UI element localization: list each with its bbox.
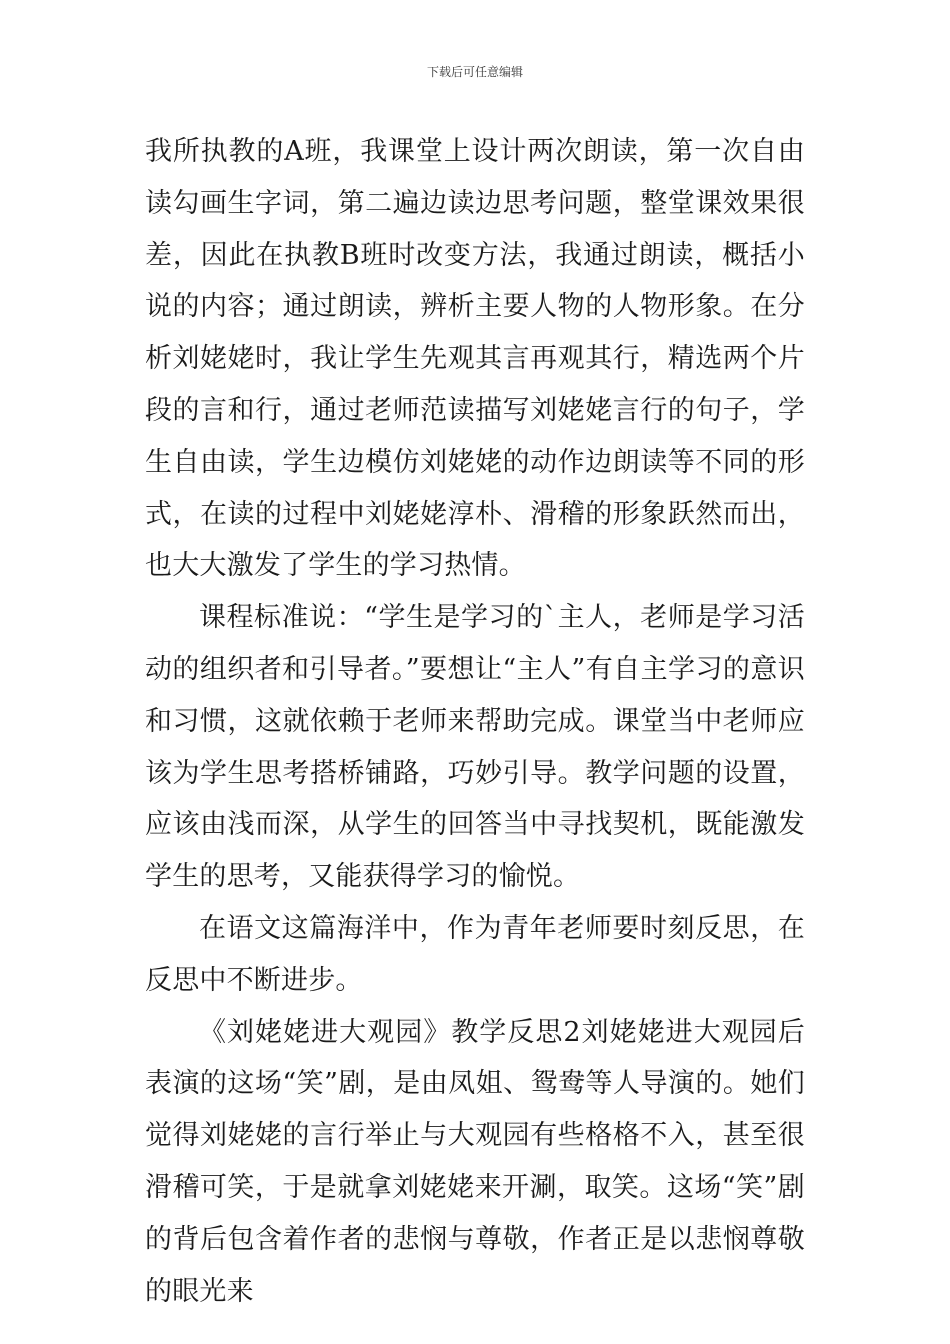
paragraph-curriculum-standard: 课程标准说：“学生是学习的`主人，老师是学习活动的组织者和引导者。”要想让“主人”有自主学习的意识和习惯，这就依赖于老师来帮助完成。课堂当中老师应该为学生思考搭桥铺路，巧妙引导。教学问题的设置，应该由浅而深，从学生的回答当中寻找契机，既能激发学生的思考，又能获得学习的愉悦。 [145, 602, 805, 893]
paragraph-reading-method: 我所执教的A班，我课堂上设计两次朗读，第一次自由读勾画生字词，第二遍边读边思考问题，整堂课效果很差，因此在执教B班时改变方法，我通过朗读，概括小说的内容；通过朗读，辨析主要人物的人物形象。在分析刘姥姥时，我让学生先观其言再观其行，精选两个片段的言和行，通过老师范读描写刘姥姥言行的句子，学生自由读，学生边模仿刘姥姥的动作边朗读等不同的形式，在读的过程中刘姥姥淳朴、滑稽的形象跃然而出，也大大激发了学生的学习热情。 [145, 136, 805, 582]
page-header: 下载后可任意编辑 [426, 65, 523, 79]
paragraph-reflection: 在语文这篇海洋中，作为青年老师要时刻反思，在反思中不断进步。 [145, 912, 805, 996]
paragraph-teaching-reflection-2: 《刘姥姥进大观园》教学反思2刘姥姥进大观园后表演的这场“笑”剧，是由凤姐、鸳鸯等人导演的。她们觉得刘姥姥的言行举止与大观园有些格格不入，甚至很滑稽可笑，于是就拿刘姥姥来开涮，取笑。这场“笑”剧的背后包含着作者的悲悯与尊敬，作者正是以悲悯尊敬的眼光来 [145, 1016, 805, 1307]
body-text [145, 126, 805, 1317]
